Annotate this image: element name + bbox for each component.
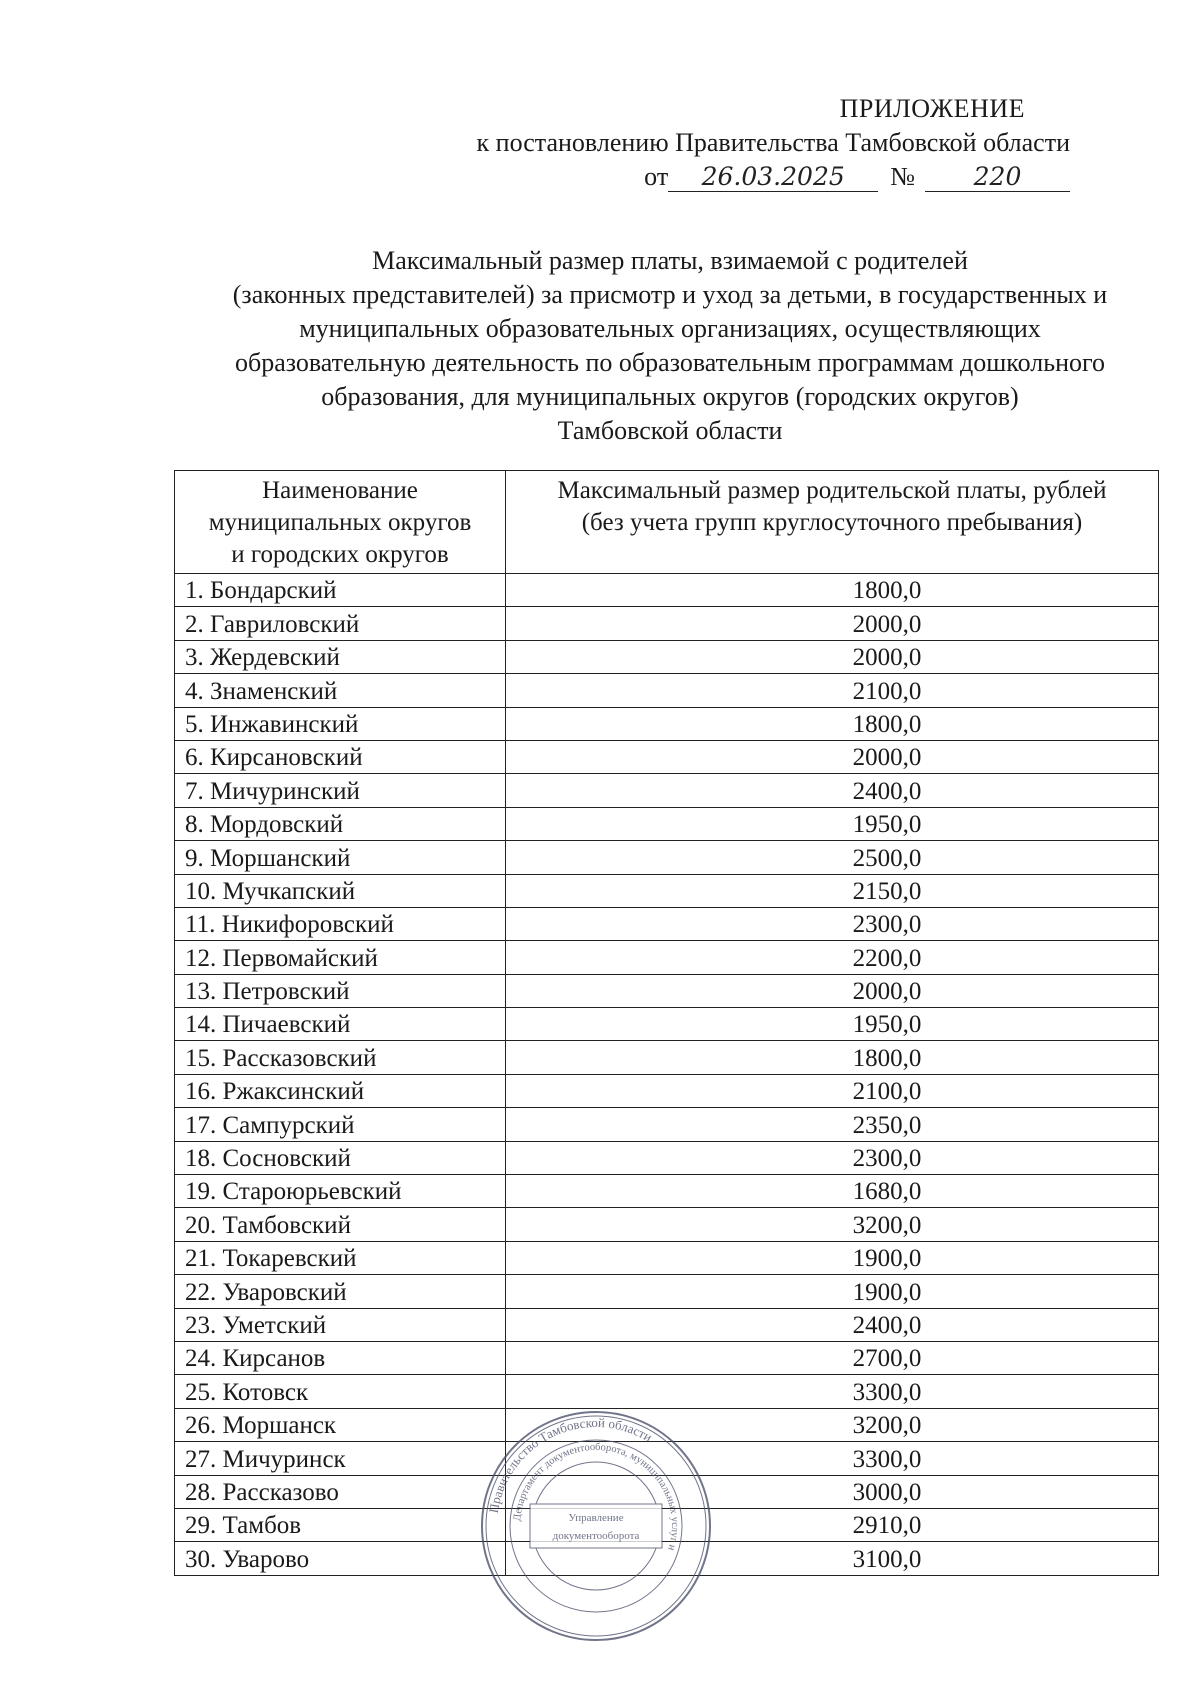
district-name-cell: 30. Уварово [175,1542,506,1575]
fee-value-cell: 1800,0 [506,707,1159,740]
district-name-cell: 23. Уметский [175,1308,506,1341]
fee-value-cell: 2300,0 [506,1141,1159,1174]
fee-value-cell: 3000,0 [506,1475,1159,1508]
district-name-cell: 1. Бондарский [175,574,506,607]
fee-value-cell: 3300,0 [506,1442,1159,1475]
fee-value-cell: 2400,0 [506,774,1159,807]
fee-value-cell: 2700,0 [506,1341,1159,1374]
handwritten-number: 220 [925,163,1070,192]
district-name-cell: 22. Уваровский [175,1275,506,1308]
column-header-fee [506,471,1159,574]
fee-value-cell: 2150,0 [506,874,1159,907]
district-name-cell: 29. Тамбов [175,1508,506,1541]
table-row [175,807,1159,840]
fee-value-cell: 2100,0 [506,674,1159,707]
table-row [175,774,1159,807]
fee-value-cell: 2100,0 [506,1074,1159,1107]
district-name-cell: 24. Кирсанов [175,1341,506,1374]
district-name-cell: 8. Мордовский [175,807,506,840]
appendix-title: ПРИЛОЖЕНИЕ [839,94,1025,123]
fee-value-cell: 3200,0 [506,1408,1159,1441]
fee-value-cell: 2350,0 [506,1108,1159,1141]
official-seal [478,1408,714,1644]
fee-value-cell: 2000,0 [506,640,1159,673]
table-row [175,1208,1159,1241]
district-name-cell: 4. Знаменский [175,674,506,707]
handwritten-date: 26.03.2025 [668,163,878,192]
district-name-cell: 15. Рассказовский [175,1041,506,1074]
table-row [175,941,1159,974]
table-row [175,1041,1159,1074]
table-header-row [175,471,1159,574]
district-name-cell: 26. Моршанск [175,1408,506,1441]
district-name-cell: 3. Жердевский [175,640,506,673]
appendix-resolution-line: к постановлению Правительства Тамбовской области [476,128,1070,157]
table-row [175,1241,1159,1274]
fee-value-cell: 1950,0 [506,1008,1159,1041]
fee-value-cell: 1900,0 [506,1275,1159,1308]
header-line: муниципальных округов [208,509,472,536]
district-name-cell: 18. Сосновский [175,1141,506,1174]
table-row [175,1175,1159,1208]
header-line: Наименование [262,477,418,504]
district-name-cell: 21. Токаревский [175,1241,506,1274]
heading-line: (законных представителей) за присмотр и уход за детьми, в государственных и [232,280,1108,309]
table-row [175,1108,1159,1141]
table-row [175,1375,1159,1408]
table-row [175,874,1159,907]
appendix-date-number-line [370,160,1070,194]
header-line: и городских округов [231,541,449,568]
district-name-cell: 14. Пичаевский [175,1008,506,1041]
district-name-cell: 17. Сампурский [175,1108,506,1141]
date-prefix: от [644,162,669,191]
seal-center-line: Управление [568,1512,624,1524]
district-name-cell: 11. Никифоровский [175,907,506,940]
fee-value-cell: 1900,0 [506,1241,1159,1274]
table-row [175,907,1159,940]
table-row [175,841,1159,874]
number-sign: № [890,162,915,191]
heading-line: Тамбовской области [557,416,783,445]
table-row [175,1074,1159,1107]
fee-value-cell: 2300,0 [506,907,1159,940]
seal-outer-text: Правительство Тамбовской области [485,1414,655,1515]
fee-value-cell: 2500,0 [506,841,1159,874]
fee-value-cell: 3300,0 [506,1375,1159,1408]
district-name-cell: 27. Мичуринск [175,1442,506,1475]
table-row [175,707,1159,740]
district-name-cell: 10. Мучкапский [175,874,506,907]
header-line: (без учета групп круглосуточного пребывания) [581,509,1083,536]
district-name-cell: 12. Первомайский [175,941,506,974]
district-name-cell: 7. Мичуринский [175,774,506,807]
heading-line: образования, для муниципальных округов (городских округов) [321,382,1019,411]
table-row [175,1308,1159,1341]
district-name-cell: 13. Петровский [175,974,506,1007]
document-heading [165,244,1175,448]
table-row [175,574,1159,607]
fee-value-cell: 3200,0 [506,1208,1159,1241]
district-name-cell: 2. Гавриловский [175,607,506,640]
district-name-cell: 25. Котовск [175,1375,506,1408]
table-row [175,607,1159,640]
table-row [175,974,1159,1007]
fee-value-cell: 2000,0 [506,607,1159,640]
heading-line: муниципальных образовательных организациях, осуществляющих [299,314,1041,343]
fee-value-cell: 1800,0 [506,574,1159,607]
table-row [175,1141,1159,1174]
table-row [175,1008,1159,1041]
fee-value-cell: 2400,0 [506,1308,1159,1341]
district-name-cell: 19. Староюрьевский [175,1175,506,1208]
fee-value-cell: 1680,0 [506,1175,1159,1208]
fee-value-cell: 2000,0 [506,740,1159,773]
appendix-header [370,92,1070,194]
fee-value-cell: 1950,0 [506,807,1159,840]
fee-value-cell: 1800,0 [506,1041,1159,1074]
fee-value-cell: 3100,0 [506,1542,1159,1575]
fee-value-cell: 2200,0 [506,941,1159,974]
district-name-cell: 6. Кирсановский [175,740,506,773]
district-name-cell: 5. Инжавинский [175,707,506,740]
column-header-district [175,471,506,574]
seal-center-line: документооборота [552,1530,640,1542]
fee-value-cell: 2000,0 [506,974,1159,1007]
district-name-cell: 28. Рассказово [175,1475,506,1508]
fee-value-cell: 2910,0 [506,1508,1159,1541]
district-name-cell: 9. Моршанский [175,841,506,874]
table-row [175,740,1159,773]
district-name-cell: 20. Тамбовский [175,1208,506,1241]
seal-middle-text: Департамент документооборота, муниципальных услуг и [512,1441,681,1552]
table-row [175,1341,1159,1374]
heading-line: Максимальный размер платы, взимаемой с родителей [372,246,968,275]
table-row [175,674,1159,707]
table-row [175,1275,1159,1308]
district-name-cell: 16. Ржаксинский [175,1074,506,1107]
table-row [175,640,1159,673]
header-line: Максимальный размер родительской платы, рублей [557,477,1107,504]
heading-line: образовательную деятельность по образовательным программам дошкольного [234,348,1106,377]
